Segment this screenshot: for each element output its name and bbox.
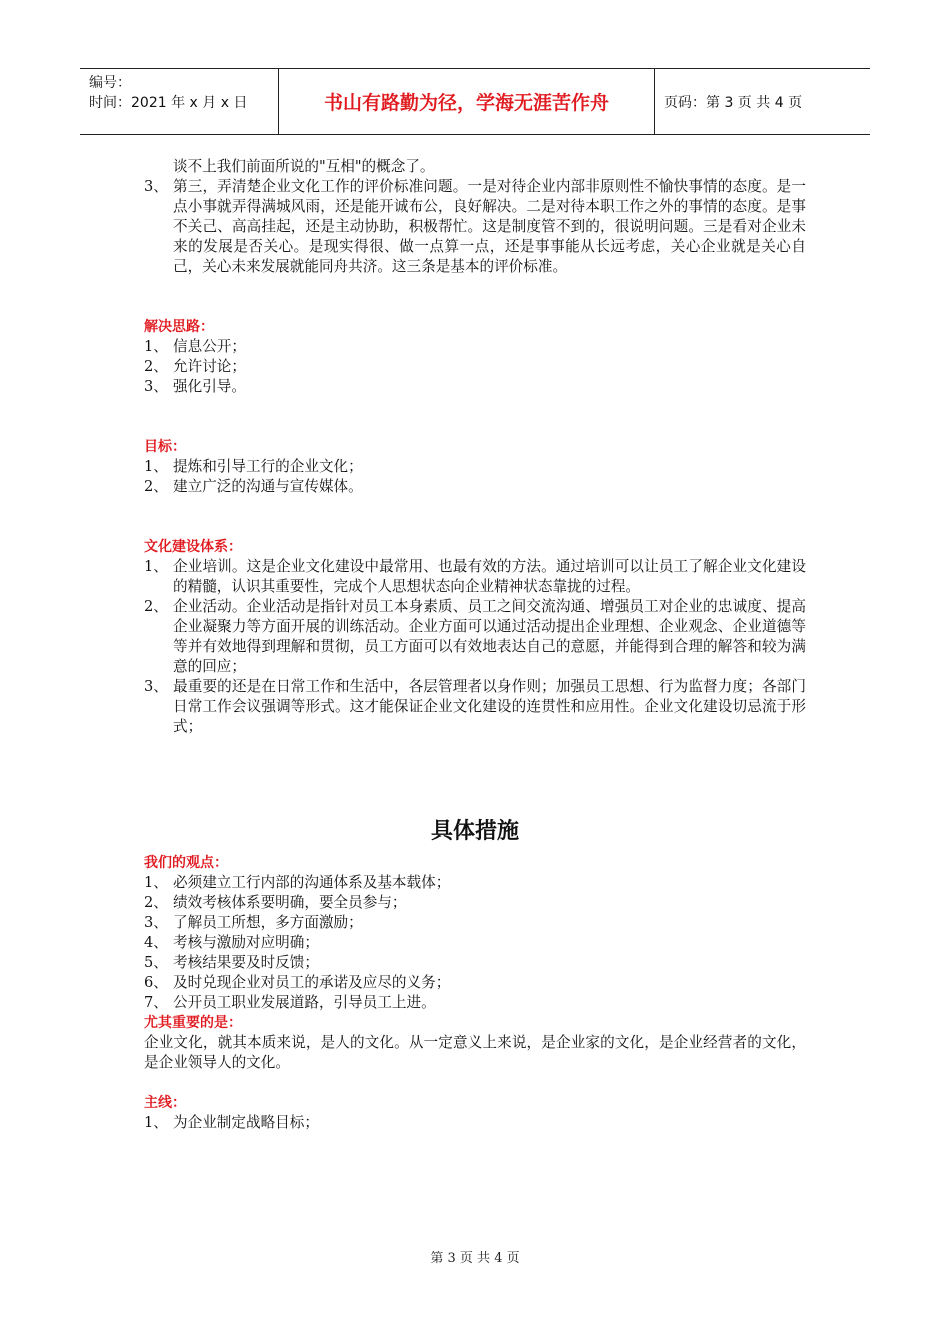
list-item xyxy=(144,1113,806,1133)
list-number: 2、 xyxy=(144,894,168,911)
list-item xyxy=(144,893,806,913)
list-text: 第三，弄清楚企业文化工作的评价标准问题。一是对待企业内部非原则性不愉快事情的态度。是一点小事就弄得满城风雨，还是能开诚布公，良好解决。二是对待本职工作之外的事情的态度。是事不关己、高高挂起，还是主动协助，积极帮忙。这是制度管不到的，很说明问题。三是看对企业未来的发展是否关心。是现实得很、做一点算一点，还是事事能从长远考虑，关心企业就是关心自己，关心未来发展就能同舟共济。这三条是基本的评价标准。 xyxy=(173,178,806,275)
list-text: 最重要的还是在日常工作和生活中，各层管理者以身作则；加强员工思想、行为监督力度；各部门日常工作会议强调等形式。这才能保证企业文化建设的连贯性和应用性。企业文化建设切忌流于形式； xyxy=(173,678,806,735)
list-number: 3、 xyxy=(144,378,168,395)
list-item xyxy=(144,557,806,597)
section-title: 具体措施 xyxy=(430,819,519,844)
solution-list xyxy=(144,337,806,397)
list-item xyxy=(144,457,806,477)
goal-list xyxy=(144,457,806,497)
goal-heading: 目标： xyxy=(144,439,186,455)
list-text: 提炼和引导工行的企业文化； xyxy=(173,458,363,475)
list-item xyxy=(144,933,806,953)
list-text: 信息公开； xyxy=(173,338,246,355)
page-footer: 第 3 页 共 4 页 xyxy=(430,1251,520,1266)
header-motto: 书山有路勤为径，学海无涯苦作舟 xyxy=(279,69,655,134)
list-number: 3、 xyxy=(144,678,168,695)
list-text: 考核结果要及时反馈； xyxy=(173,954,319,971)
list-item xyxy=(144,597,806,677)
list-item xyxy=(144,477,806,497)
list-text: 了解员工所想，多方面激励； xyxy=(173,914,363,931)
list-item xyxy=(144,337,806,357)
header-page-info: 页码：第 3 页 共 4 页 xyxy=(664,94,803,111)
list-number: 3、 xyxy=(144,914,168,931)
intro-continuation: 谈不上我们前面所说的"互相"的概念了。 xyxy=(173,158,435,175)
time-label: 时间：2021 年 x 月 x 日 xyxy=(89,95,248,111)
list-item xyxy=(144,873,806,893)
list-text: 强化引导。 xyxy=(173,378,246,395)
culture-system-list xyxy=(144,557,806,737)
list-number: 1、 xyxy=(144,338,168,355)
list-number: 3、 xyxy=(144,178,168,195)
list-text: 必须建立工行内部的沟通体系及基本载体； xyxy=(173,874,451,891)
list-text: 企业培训。这是企业文化建设中最常用、也最有效的方法。通过培训可以让员工了解企业文化建设的精髓，认识其重要性，完成个人思想状态向企业精神状态靠拢的过程。 xyxy=(173,558,806,595)
solution-heading: 解决思路： xyxy=(144,319,214,335)
list-number: 2、 xyxy=(144,598,168,615)
list-text: 绩效考核体系要明确，要全员参与； xyxy=(173,894,407,911)
list-item xyxy=(144,953,806,973)
list-item xyxy=(144,973,806,993)
list-number: 1、 xyxy=(144,458,168,475)
list-text: 及时兑现企业对员工的承诺及应尽的义务； xyxy=(173,974,451,991)
list-text: 公开员工职业发展道路，引导员工上进。 xyxy=(173,994,436,1011)
header-meta xyxy=(80,69,279,134)
list-number: 6、 xyxy=(144,974,168,991)
viewpoint-heading: 我们的观点： xyxy=(144,855,228,871)
list-number: 2、 xyxy=(144,478,168,495)
list-item xyxy=(144,177,806,277)
important-heading: 尤其重要的是： xyxy=(144,1015,242,1031)
list-number: 2、 xyxy=(144,358,168,375)
document-body xyxy=(144,157,806,1133)
mainline-heading: 主线： xyxy=(144,1095,186,1111)
list-number: 4、 xyxy=(144,934,168,951)
list-number: 7、 xyxy=(144,994,168,1011)
list-number: 1、 xyxy=(144,1114,168,1131)
list-number: 1、 xyxy=(144,558,168,575)
list-item xyxy=(144,677,806,737)
list-text: 企业活动。企业活动是指针对员工本身素质、员工之间交流沟通、增强员工对企业的忠诚度、提高企业凝聚力等方面开展的训练活动。企业方面可以通过活动提出企业理想、企业观念、企业道德等等并有效地得到理解和贯彻，员工方面可以有效地表达自己的意愿，并能得到合理的解答和较为满意的回应； xyxy=(173,598,806,675)
list-item xyxy=(144,913,806,933)
list-text: 考核与激励对应明确； xyxy=(173,934,319,951)
important-paragraph: 企业文化，就其本质来说，是人的文化。从一定意义上来说，是企业家的文化，是企业经营者的文化，是企业领导人的文化。 xyxy=(144,1034,806,1071)
page-header xyxy=(80,68,870,135)
list-item xyxy=(144,377,806,397)
list-number: 1、 xyxy=(144,874,168,891)
mainline-list xyxy=(144,1113,806,1133)
list-text: 为企业制定战略目标； xyxy=(173,1114,319,1131)
viewpoint-list xyxy=(144,873,806,1013)
list-text: 建立广泛的沟通与宣传媒体。 xyxy=(173,478,363,495)
serial-label: 编号： xyxy=(89,75,131,91)
list-number: 5、 xyxy=(144,954,168,971)
list-item xyxy=(144,993,806,1013)
list-item xyxy=(144,357,806,377)
list-text: 允许讨论； xyxy=(173,358,246,375)
culture-system-heading: 文化建设体系： xyxy=(144,539,242,555)
